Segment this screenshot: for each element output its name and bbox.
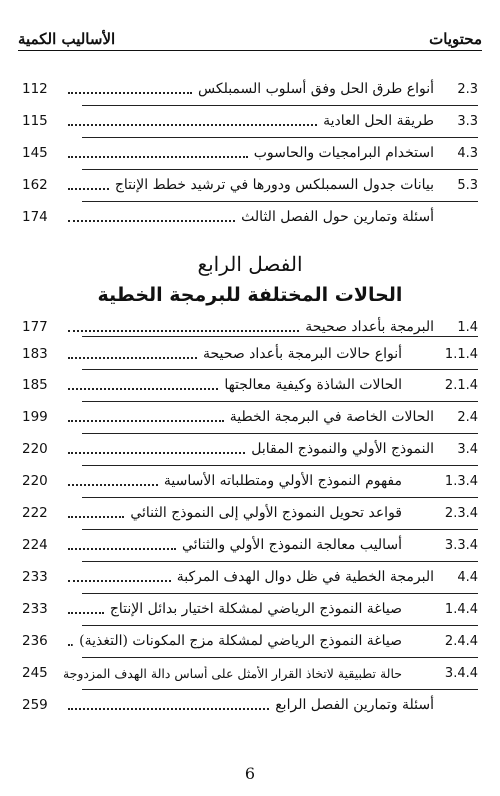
toc-number: 1.4.4 [444, 601, 478, 617]
toc-leader [68, 156, 248, 158]
toc-page: 236 [22, 633, 48, 649]
toc-leader [68, 420, 224, 422]
toc-title: مفهوم النموذج الأولي ومتطلباته الأساسية [163, 473, 402, 489]
toc-number: 4.4 [457, 569, 478, 585]
divider [82, 625, 478, 626]
toc-entry[interactable] [22, 470, 478, 492]
toc-number: 3.3.4 [444, 537, 478, 553]
toc-page: 220 [22, 441, 48, 457]
toc-leader [68, 484, 158, 486]
toc-title: قواعد تحويل النموذج الأولي إلى النموذج الثنائي [130, 505, 402, 521]
toc-title: أسئلة وتمارين الفصل الرابع [275, 697, 434, 713]
toc-title: استخدام البرامجيات والحاسوب [253, 145, 434, 161]
toc-leader [68, 92, 192, 94]
toc-entry[interactable] [22, 438, 478, 460]
toc-entry[interactable] [22, 110, 478, 132]
divider [82, 689, 478, 690]
toc-page: 145 [22, 145, 48, 161]
toc-leader [68, 330, 299, 332]
toc-entry[interactable] [22, 566, 478, 588]
toc-leader [68, 124, 317, 126]
toc-number: 3.3 [457, 113, 478, 129]
divider [82, 169, 478, 170]
divider [82, 433, 478, 434]
toc-page: 259 [22, 697, 48, 713]
toc-title: البرمجة بأعداد صحيحة [305, 319, 434, 335]
toc-number: 1.1.4 [444, 346, 478, 362]
toc-entry[interactable] [22, 343, 478, 365]
toc-page: 185 [22, 377, 48, 393]
toc-page: 233 [22, 601, 48, 617]
toc-page: 162 [22, 177, 48, 193]
toc-page: 222 [22, 505, 48, 521]
toc-page: 220 [22, 473, 48, 489]
header-book-title: الأساليب الكمية [18, 30, 116, 48]
toc-number: 5.3 [457, 177, 478, 193]
toc-title: حالة تطبيقية لاتخاذ القرار الأمثل على أساس دالة الهدف المزدوجة [62, 665, 402, 681]
toc-title: البرمجة الخطية في ظل دوال الهدف المركبة [176, 569, 434, 585]
toc-leader [68, 612, 104, 614]
toc-leader [68, 708, 269, 710]
toc-number: 4.3 [457, 145, 478, 161]
toc-title: طريقة الحل العادية [323, 113, 434, 129]
header-section-title: محتويات [429, 30, 482, 48]
chapter-subtitle: الحالات المختلفة للبرمجة الخطية [97, 284, 403, 306]
toc-title: أنواع طرق الحل وفق أسلوب السمبلكس [197, 81, 434, 97]
toc-title: أساليب معالجة النموذج الأولي والثنائي [182, 537, 402, 553]
toc-leader [68, 580, 171, 582]
toc-number: 2.4 [457, 409, 478, 425]
toc-entry[interactable] [22, 206, 478, 228]
toc-entry[interactable] [22, 374, 478, 396]
toc-entry[interactable] [22, 174, 478, 196]
toc-number: 1.4 [457, 319, 478, 335]
divider [82, 657, 478, 658]
toc-title: صياغة النموذج الرياضي لمشكلة مزج المكونات (التغذية) [79, 633, 402, 649]
toc-number: 2.3.4 [444, 505, 478, 521]
divider [82, 137, 478, 138]
toc-entry[interactable] [22, 502, 478, 524]
toc-number: 3.4 [457, 441, 478, 457]
toc-entry[interactable] [22, 662, 478, 684]
toc-number: 2.4.4 [444, 633, 478, 649]
divider [82, 201, 478, 202]
chapter-title: الفصل الرابع [197, 252, 303, 276]
toc-leader [68, 220, 235, 222]
toc-page: 177 [22, 319, 48, 335]
toc-leader [68, 357, 197, 359]
toc-page: 174 [22, 209, 48, 225]
toc-title: صياغة النموذج الرياضي لمشكلة اختيار بدائل الإنتاج [109, 601, 402, 617]
toc-page: 233 [22, 569, 48, 585]
toc-entry[interactable] [22, 598, 478, 620]
toc-title: النموذج الأولي والنموذج المقابل [251, 441, 434, 457]
toc-leader [68, 644, 73, 646]
divider [82, 401, 478, 402]
toc-page: 183 [22, 346, 48, 362]
toc-leader [68, 452, 245, 454]
page-number: 6 [244, 764, 256, 783]
toc-entry[interactable] [22, 406, 478, 428]
toc-title: أنواع حالات البرمجة بأعداد صحيحة [203, 346, 402, 362]
divider [82, 465, 478, 466]
toc-title: بيانات جدول السمبلكس ودورها في ترشيد خطط الإنتاج [114, 177, 434, 193]
toc-leader [68, 388, 218, 390]
toc-page: 115 [22, 113, 48, 129]
toc-leader [68, 188, 109, 190]
toc-title: الحالات الشاذة وكيفية معالجتها [224, 377, 402, 393]
toc-title: أسئلة وتمارين حول الفصل الثالث [241, 209, 434, 225]
divider [82, 561, 478, 562]
toc-leader [68, 516, 124, 518]
divider [82, 369, 478, 370]
divider [82, 529, 478, 530]
toc-entry[interactable] [22, 694, 478, 716]
toc-page: 112 [22, 81, 48, 97]
toc-entry[interactable] [22, 316, 478, 338]
toc-entry[interactable] [22, 534, 478, 556]
divider [82, 593, 478, 594]
toc-title: الحالات الخاصة في البرمجة الخطية [229, 409, 434, 425]
toc-entry[interactable] [22, 142, 478, 164]
toc-number: 2.3 [457, 81, 478, 97]
toc-leader [68, 548, 176, 550]
toc-page: 245 [22, 665, 48, 681]
toc-entry[interactable] [22, 78, 478, 100]
toc-number: 2.1.4 [444, 377, 478, 393]
toc-page: 224 [22, 537, 48, 553]
toc-number: 3.4.4 [444, 665, 478, 681]
divider [82, 336, 478, 337]
divider [82, 497, 478, 498]
toc-entry[interactable] [22, 630, 478, 652]
toc-page: 199 [22, 409, 48, 425]
divider [82, 105, 478, 106]
toc-number: 1.3.4 [444, 473, 478, 489]
